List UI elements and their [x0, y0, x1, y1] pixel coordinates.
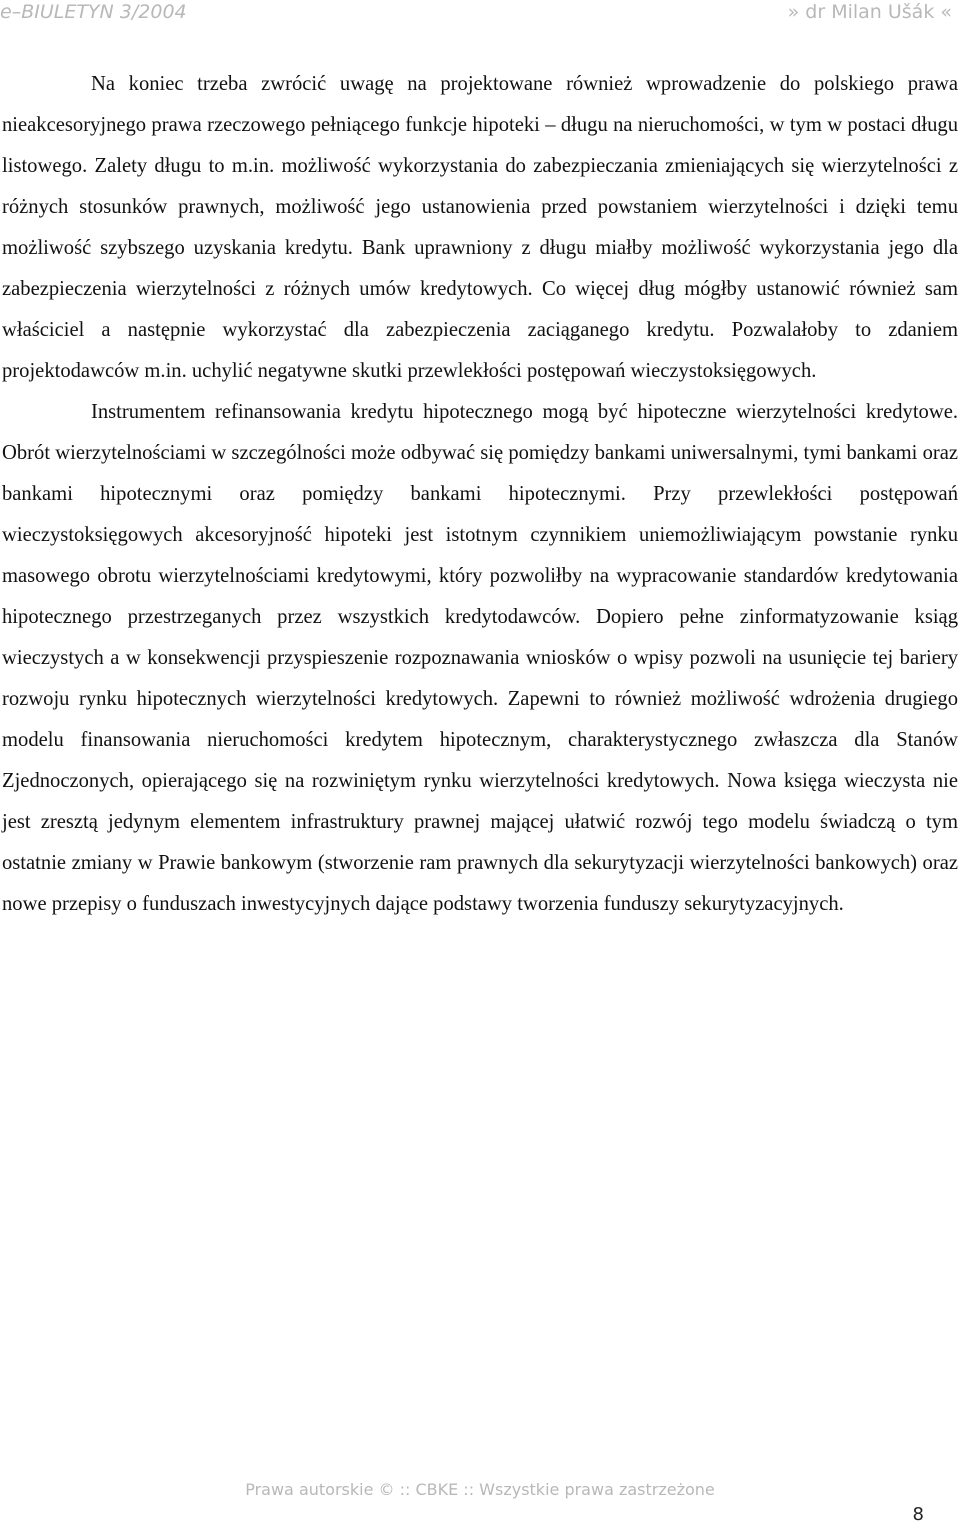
- header-author: » dr Milan Ušák «: [787, 1, 952, 23]
- header-journal-title: e–BIULETYN 3/2004: [0, 1, 187, 23]
- page-number: 8: [912, 1504, 924, 1525]
- footer-copyright: Prawa autorskie © :: CBKE :: Wszystkie prawa zastrzeżone: [245, 1480, 715, 1499]
- paragraph: Instrumentem refinansowania kredytu hipotecznego mogą być hipoteczne wierzytelności kredytowe. Obrót wierzytelnościami w szczególności może odbywać się pomiędzy bankami uniwersalnymi, tymi bankami oraz bankami hipotecznymi oraz pomiędzy bankami hipotecznymi. Przy przewlekłości postępowań wieczystoksięgowych akcesoryjność hipoteki jest istotnym czynnikiem uniemożliwiającym powstanie rynku masowego obrotu wierzytelnościami kredytowymi, który pozwoliłby na wypracowanie standardów kredytowania hipotecznego przestrzeganych przez wszystkich kredytodawców. Dopiero pełne zinformatyzowanie ksiąg wieczystych a w konsekwencji przyspieszenie rozpoznawania wniosków o wpisy pozwoli na usunięcie tej bariery rozwoju rynku hipotecznych wierzytelności kredytowych. Zapewni to również możliwość wdrożenia drugiego modelu finansowania nieruchomości kredytem hipotecznym, charakterystycznego zwłaszcza dla Stanów Zjednoczonych, opierającego się na rozwiniętym rynku wierzytelności kredytowych. Nowa księga wieczysta nie jest zresztą jedynym elementem infrastruktury prawnej mającej ułatwić rozwój tego modelu świadczą o tym ostatnie zmiany w Prawie bankowym (stworzenie ram prawnych dla sekurytyzacji wierzytelności bankowych) oraz nowe przepisy o funduszach inwestycyjnych dające podstawy tworzenia funduszy sekurytyzacyjnych.: [2, 401, 958, 915]
- article-body: [2, 64, 958, 925]
- paragraph: Na koniec trzeba zwrócić uwagę na projektowane również wprowadzenie do polskiego prawa nieakcesoryjnego prawa rzeczowego pełniącego funkcje hipoteki – długu na nieruchomości, w tym w postaci długu listowego. Zalety długu to m.in. możliwość wykorzystania do zabezpieczania zmieniających się wierzytelności z różnych stosunków prawnych, możliwość jego ustanowienia przed powstaniem wierzytelności i dzięki temu możliwość szybszego uzyskania kredytu. Bank uprawniony z długu miałby możliwość wykorzystania jego dla zabezpieczenia wierzytelności z różnych umów kredytowych. Co więcej dług mógłby ustanowić również sam właściciel a następnie wykorzystać dla zabezpieczenia zaciąganego kredytu. Pozwalałoby to zdaniem projektodawców m.in. uchylić negatywne skutki przewlekłości postępowań wieczystoksięgowych.: [2, 73, 958, 382]
